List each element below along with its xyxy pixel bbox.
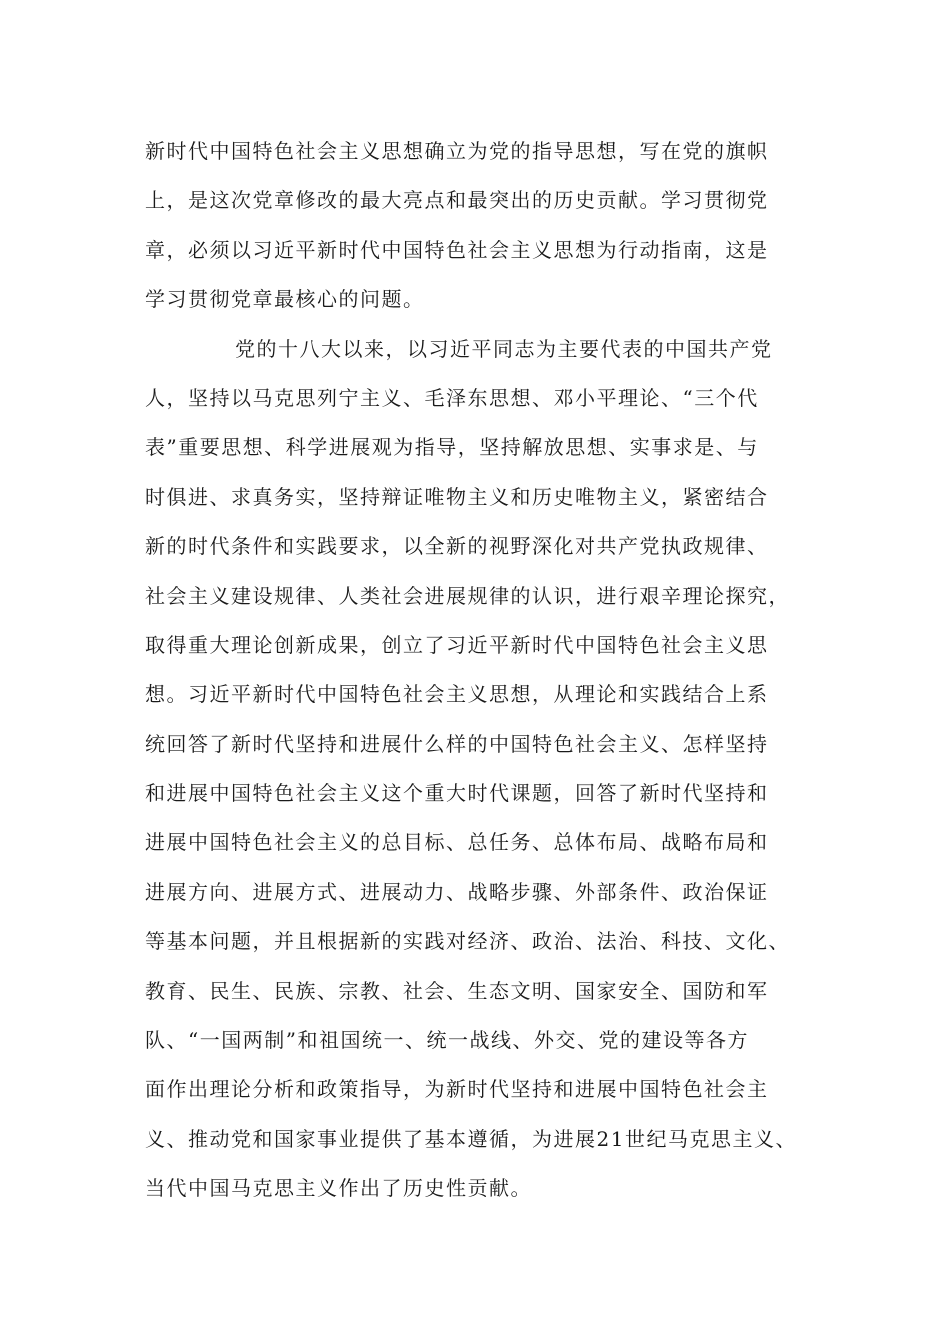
- paragraph-2-first-line: 党的十八大以来，以习近平同志为主要代表的中国共产党: [235, 336, 773, 361]
- paragraph-2-line: 表”重要思想、科学进展观为指导，坚持解放思想、实事求是、与: [145, 435, 759, 460]
- paragraph-2-line: 想。习近平新时代中国特色社会主义思想，从理论和实践结合上系: [145, 682, 769, 707]
- paragraph-2-line: 面作出理论分析和政策指导，为新时代坚持和进展中国特色社会主: [145, 1077, 769, 1102]
- paragraph-2-line: 当代中国马克思主义作出了历史性贡献。: [145, 1176, 532, 1201]
- paragraph-1-line: 新时代中国特色社会主义思想确立为党的指导思想，写在党的旗帜: [145, 139, 769, 163]
- paragraph-2-line: 进展方向、进展方式、进展动力、战略步骤、外部条件、政治保证: [145, 879, 769, 904]
- paragraph-2-line: 进展中国特色社会主义的总目标、总任务、总体布局、战略布局和: [145, 830, 769, 855]
- paragraph-2-line: 统回答了新时代坚持和进展什么样的中国特色社会主义、怎样坚持: [145, 731, 769, 756]
- paragraph-2-line: 教育、民生、民族、宗教、社会、生态文明、国家安全、国防和军: [145, 978, 769, 1003]
- paragraph-2-line: 新的时代条件和实践要求，以全新的视野深化对共产党执政规律、: [145, 534, 769, 559]
- paragraph-2-line: 人，坚持以马克思列宁主义、毛泽东思想、邓小平理论、“三个代: [145, 385, 759, 410]
- paragraph-2-line: 队、“一国两制”和祖国统一、统一战线、外交、党的建设等各方: [145, 1028, 749, 1053]
- paragraph-2-line: 和进展中国特色社会主义这个重大时代课题，回答了新时代坚持和: [145, 781, 769, 806]
- paragraph-1-line: 上，是这次党章修改的最大亮点和最突出的历史贡献。学习贯彻党: [145, 188, 769, 213]
- paragraph-1-line: 学习贯彻党章最核心的问题。: [145, 287, 425, 312]
- paragraph-1-line: 章，必须以习近平新时代中国特色社会主义思想为行动指南，这是: [145, 237, 769, 262]
- paragraph-2-line: 社会主义建设规律、人类社会进展规律的认识，进行艰辛理论探究，: [145, 583, 790, 608]
- paragraph-2-line: 时俱进、求真务实，坚持辩证唯物主义和历史唯物主义，紧密结合: [145, 484, 769, 509]
- document-body: [145, 127, 825, 1214]
- paragraph-2-line: 义、推动党和国家事业提供了基本遵循，为进展21世纪马克思主义、: [145, 1126, 797, 1151]
- paragraph-2-line: 取得重大理论创新成果，创立了习近平新时代中国特色社会主义思: [145, 632, 769, 657]
- paragraph-2-line: 等基本问题，并且根据新的实践对经济、政治、法治、科技、文化、: [145, 929, 790, 954]
